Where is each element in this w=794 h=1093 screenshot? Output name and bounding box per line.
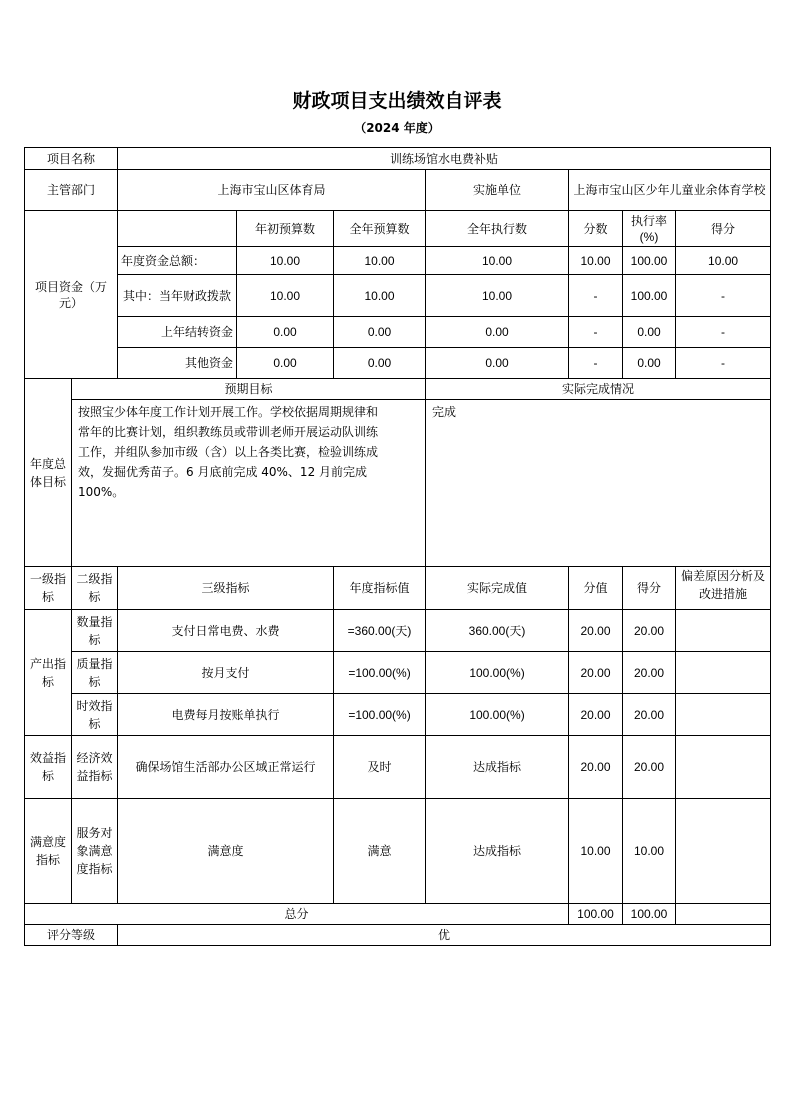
indicator-row [25, 694, 771, 736]
funds-cell: 100.00 [623, 247, 676, 275]
project-name: 训练场馆水电费补贴 [118, 148, 771, 170]
dept-value: 上海市宝山区体育局 [118, 170, 426, 211]
funds-header: 执行率(%) [623, 211, 676, 247]
benefit-label: 效益指标 [25, 736, 72, 799]
funds-cell: 10.00 [426, 247, 569, 275]
goals-actual-header: 实际完成情况 [426, 379, 771, 400]
indicator-analysis [676, 652, 771, 694]
dept-row [25, 170, 771, 211]
indicator-target: 及时 [334, 736, 426, 799]
funds-cell: - [676, 275, 771, 317]
indicator-actual: 100.00(%) [426, 652, 569, 694]
goals-expected-line: 100%。 [78, 485, 125, 499]
funds-row [25, 247, 771, 275]
total-blank [676, 904, 771, 925]
goals-expected-line: 常年的比赛计划，组织教练员或带训老师开展运动队训练 [78, 425, 379, 439]
funds-cell: 0.00 [623, 348, 676, 379]
indicator-weight: 20.00 [569, 736, 623, 799]
output-label: 产出指标 [25, 610, 72, 736]
goals-content-row [25, 400, 771, 567]
goals-actual-text: 完成 [426, 400, 771, 567]
funds-cell: - [569, 317, 623, 348]
goals-expected-text [72, 400, 426, 567]
level3-header: 三级指标 [118, 567, 334, 610]
project-name-label: 项目名称 [25, 148, 118, 170]
funds-header: 全年执行数 [426, 211, 569, 247]
funds-header-blank [118, 211, 237, 247]
goals-header-row [25, 379, 771, 400]
indicator-target: =100.00(%) [334, 652, 426, 694]
funds-cell: 10.00 [237, 247, 334, 275]
funds-cell: 0.00 [334, 348, 426, 379]
indicator-level3: 按月支付 [118, 652, 334, 694]
indicator-level3: 满意度 [118, 799, 334, 904]
funds-cell: 0.00 [237, 317, 334, 348]
project-name-row [25, 148, 771, 170]
funds-header-row [25, 211, 771, 247]
indicator-analysis [676, 799, 771, 904]
indicators-header-row [25, 567, 771, 610]
indicator-row [25, 652, 771, 694]
indicator-score: 20.00 [623, 652, 676, 694]
funds-cell: 10.00 [334, 275, 426, 317]
level1-header: 一级指标 [25, 567, 72, 610]
indicator-actual: 360.00(天) [426, 610, 569, 652]
total-weight: 100.00 [569, 904, 623, 925]
indicator-analysis [676, 694, 771, 736]
funds-cell: - [569, 275, 623, 317]
indicator-level3: 确保场馆生活部办公区域正常运行 [118, 736, 334, 799]
actual-header: 实际完成值 [426, 567, 569, 610]
funds-cell: 10.00 [426, 275, 569, 317]
indicator-level2: 时效指标 [72, 694, 118, 736]
analysis-header: 偏差原因分析及改进措施 [676, 567, 771, 610]
goals-expected-line: 效，发掘优秀苗子。6 月底前完成 40%、12 月前完成 [78, 465, 368, 479]
score-header: 得分 [623, 567, 676, 610]
indicator-weight: 10.00 [569, 799, 623, 904]
funds-cell: 0.00 [334, 317, 426, 348]
funds-cell: 0.00 [426, 317, 569, 348]
funds-cell: 0.00 [237, 348, 334, 379]
goals-label: 年度总体目标 [25, 379, 72, 567]
grade-row [25, 925, 771, 946]
indicator-level2: 服务对象满意度指标 [72, 799, 118, 904]
goals-expected-line: 按照宝少体年度工作计划开展工作。学校依据周期规律和 [78, 405, 379, 419]
funds-cell: 10.00 [676, 247, 771, 275]
indicator-score: 20.00 [623, 694, 676, 736]
grade-value: 优 [118, 925, 771, 946]
funds-header: 年初预算数 [237, 211, 334, 247]
indicator-score: 20.00 [623, 736, 676, 799]
indicator-level2: 经济效益指标 [72, 736, 118, 799]
indicator-score: 20.00 [623, 610, 676, 652]
funds-row-label: 其他资金 [118, 348, 237, 379]
funds-row [25, 348, 771, 379]
funds-row-label: 其中：当年财政拨款 [118, 275, 237, 317]
goals-expected-header: 预期目标 [72, 379, 426, 400]
indicator-weight: 20.00 [569, 610, 623, 652]
indicator-level3: 支付日常电费、水费 [118, 610, 334, 652]
funds-header: 全年预算数 [334, 211, 426, 247]
satisfaction-label: 满意度指标 [25, 799, 72, 904]
funds-cell: 10.00 [237, 275, 334, 317]
funds-cell: 100.00 [623, 275, 676, 317]
indicator-row [25, 610, 771, 652]
indicator-level2: 数量指标 [72, 610, 118, 652]
indicator-target: =100.00(%) [334, 694, 426, 736]
unit-label: 实施单位 [426, 170, 569, 211]
indicator-level3: 电费每月按账单执行 [118, 694, 334, 736]
indicator-target: =360.00(天) [334, 610, 426, 652]
total-score: 100.00 [623, 904, 676, 925]
funds-row-label: 上年结转资金 [118, 317, 237, 348]
evaluation-table [24, 147, 771, 946]
total-label: 总分 [25, 904, 569, 925]
indicator-actual: 达成指标 [426, 736, 569, 799]
indicator-weight: 20.00 [569, 652, 623, 694]
funds-cell: - [676, 348, 771, 379]
funds-header: 得分 [676, 211, 771, 247]
indicator-actual: 100.00(%) [426, 694, 569, 736]
indicator-weight: 20.00 [569, 694, 623, 736]
target-header: 年度指标值 [334, 567, 426, 610]
funds-row-label: 年度资金总额： [118, 247, 237, 275]
funds-row [25, 275, 771, 317]
level2-header: 二级指标 [72, 567, 118, 610]
funds-cell: 10.00 [334, 247, 426, 275]
funds-cell: 0.00 [623, 317, 676, 348]
grade-label: 评分等级 [25, 925, 118, 946]
unit-value: 上海市宝山区少年儿童业余体育学校 [569, 170, 771, 211]
indicator-level2: 质量指标 [72, 652, 118, 694]
funds-cell: 10.00 [569, 247, 623, 275]
indicator-target: 满意 [334, 799, 426, 904]
weight-header: 分值 [569, 567, 623, 610]
funds-row [25, 317, 771, 348]
dept-label: 主管部门 [25, 170, 118, 211]
goals-expected-line: 工作，并组队参加市级（含）以上各类比赛，检验训练成 [78, 445, 379, 459]
indicator-row [25, 736, 771, 799]
indicator-analysis [676, 736, 771, 799]
funds-label: 项目资金（万元） [25, 211, 118, 379]
report-year: （2024 年度） [354, 121, 440, 135]
indicator-actual: 达成指标 [426, 799, 569, 904]
funds-cell: - [676, 317, 771, 348]
indicator-score: 10.00 [623, 799, 676, 904]
page-title: 财政项目支出绩效自评表 [292, 90, 502, 112]
funds-header: 分数 [569, 211, 623, 247]
indicator-row [25, 799, 771, 904]
indicator-analysis [676, 610, 771, 652]
funds-cell: 0.00 [426, 348, 569, 379]
funds-cell: - [569, 348, 623, 379]
total-row [25, 904, 771, 925]
